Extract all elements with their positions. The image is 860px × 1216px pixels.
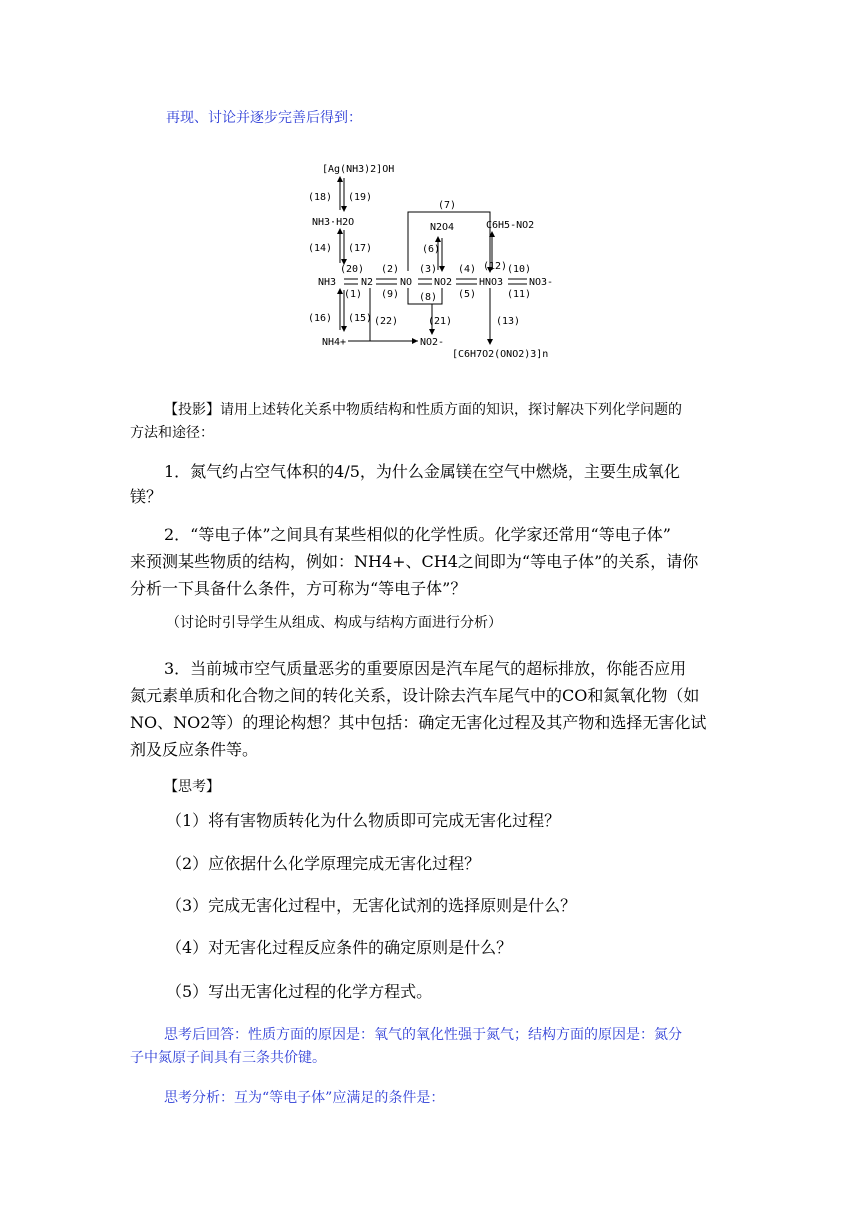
q2-line-2: 来预测某些物质的结构，例如：NH4+、CH4之间即为“等电子体”的关系，请你 — [130, 552, 699, 571]
label-r13: (13) — [496, 316, 521, 327]
species-nh4: NH4+ — [322, 337, 347, 348]
discussion-note: （讨论时引导学生从组成、构成与结构方面进行分析） — [166, 615, 502, 631]
label-r21: (21) — [428, 316, 453, 327]
species-nh3: NH3 — [318, 277, 337, 288]
label-r16: (16) — [308, 313, 333, 324]
species-no2-ion: NO2- — [420, 337, 445, 348]
label-r9: (9) — [381, 289, 400, 300]
label-r15: (15) — [348, 313, 373, 324]
species-hno3: HNO3 — [479, 277, 504, 288]
label-r18: (18) — [308, 192, 333, 203]
analysis-text: 思考分析：互为“等电子体”应满足的条件是： — [164, 1090, 445, 1106]
species-n2o4: N2O4 — [430, 222, 455, 233]
label-r8: (8) — [419, 292, 438, 303]
q1-line-2: 镁？ — [130, 487, 163, 506]
species-no3-ion: NO3- — [529, 277, 554, 288]
think-title: 【思考】 — [164, 779, 220, 795]
label-r2: (2) — [381, 264, 400, 275]
q3-line-3: NO、NO2等）的理论构想？其中包括：确定无害化过程及其产物和选择无害化试 — [130, 713, 707, 732]
projection-tag: 【投影】 — [164, 402, 220, 418]
label-r14: (14) — [308, 243, 333, 254]
q3-line-1: 3．当前城市空气质量恶劣的重要原因是汽车尾气的超标排放，你能否应用 — [164, 659, 687, 678]
species-no2: NO2 — [434, 277, 453, 288]
answer-line-2: 子中氮原子间具有三条共价键。 — [130, 1050, 326, 1066]
q2-line-3: 分析一下具备什么条件，方可称为“等电子体”？ — [130, 579, 467, 598]
think-item: （2）应依据什么化学原理完成无害化过程？ — [166, 854, 481, 873]
label-r7: (7) — [438, 200, 457, 211]
label-r3: (3) — [419, 264, 438, 275]
q2-line-1: 2．“等电子体”之间具有某些相似的化学性质。化学家还常用“等电子体” — [164, 525, 671, 544]
q3-line-4: 剂及反应条件等。 — [130, 740, 259, 759]
species-n2: N2 — [361, 277, 374, 288]
label-r5: (5) — [458, 289, 477, 300]
q1-line-1: 1．氮气约占空气体积的4/5，为什么金属镁在空气中燃烧，主要生成氧化 — [164, 462, 680, 481]
label-r6: (6) — [422, 244, 441, 255]
label-r19: (19) — [348, 192, 373, 203]
think-item: （4）对无害化过程反应条件的确定原则是什么？ — [166, 938, 513, 957]
label-r12: (12) — [483, 261, 508, 272]
species-no: NO — [400, 277, 413, 288]
species-nh3-h2o: NH3·H2O — [312, 217, 355, 228]
label-r4: (4) — [458, 264, 477, 275]
label-r11: (11) — [507, 289, 532, 300]
intro-text: 再现、讨论并逐步完善后得到： — [166, 110, 362, 126]
answer-line-1: 思考后回答：性质方面的原因是：氧气的氧化性强于氮气；结构方面的原因是：氮分 — [164, 1027, 682, 1043]
label-r22: (22) — [374, 316, 399, 327]
species-nitrobenzene: C6H5-NO2 — [486, 220, 535, 231]
think-item: （1）将有害物质转化为什么物质即可完成无害化过程？ — [166, 811, 561, 830]
label-r1: (1) — [344, 289, 363, 300]
q3-line-2: 氮元素单质和化合物之间的转化关系，设计除去汽车尾气中的CO和氮氧化物（如 — [130, 686, 700, 705]
projection-line-1 — [164, 399, 682, 419]
label-r17: (17) — [348, 243, 373, 254]
species-ag-complex: [Ag(NH3)2]OH — [322, 164, 395, 175]
think-item: （3）完成无害化过程中，无害化试剂的选择原则是什么？ — [166, 896, 577, 915]
projection-line-2: 方法和途径： — [130, 425, 214, 441]
think-item: （5）写出无害化过程的化学方程式。 — [166, 982, 433, 1001]
label-r10: (10) — [507, 264, 532, 275]
nitrogen-conversion-diagram — [300, 158, 570, 363]
species-nitrocellulose: [C6H7O2(ONO2)3]n — [452, 349, 549, 360]
projection-text: 请用上述转化关系中物质结构和性质方面的知识，探讨解决下列化学问题的 — [220, 402, 682, 418]
label-r20: (20) — [340, 264, 365, 275]
